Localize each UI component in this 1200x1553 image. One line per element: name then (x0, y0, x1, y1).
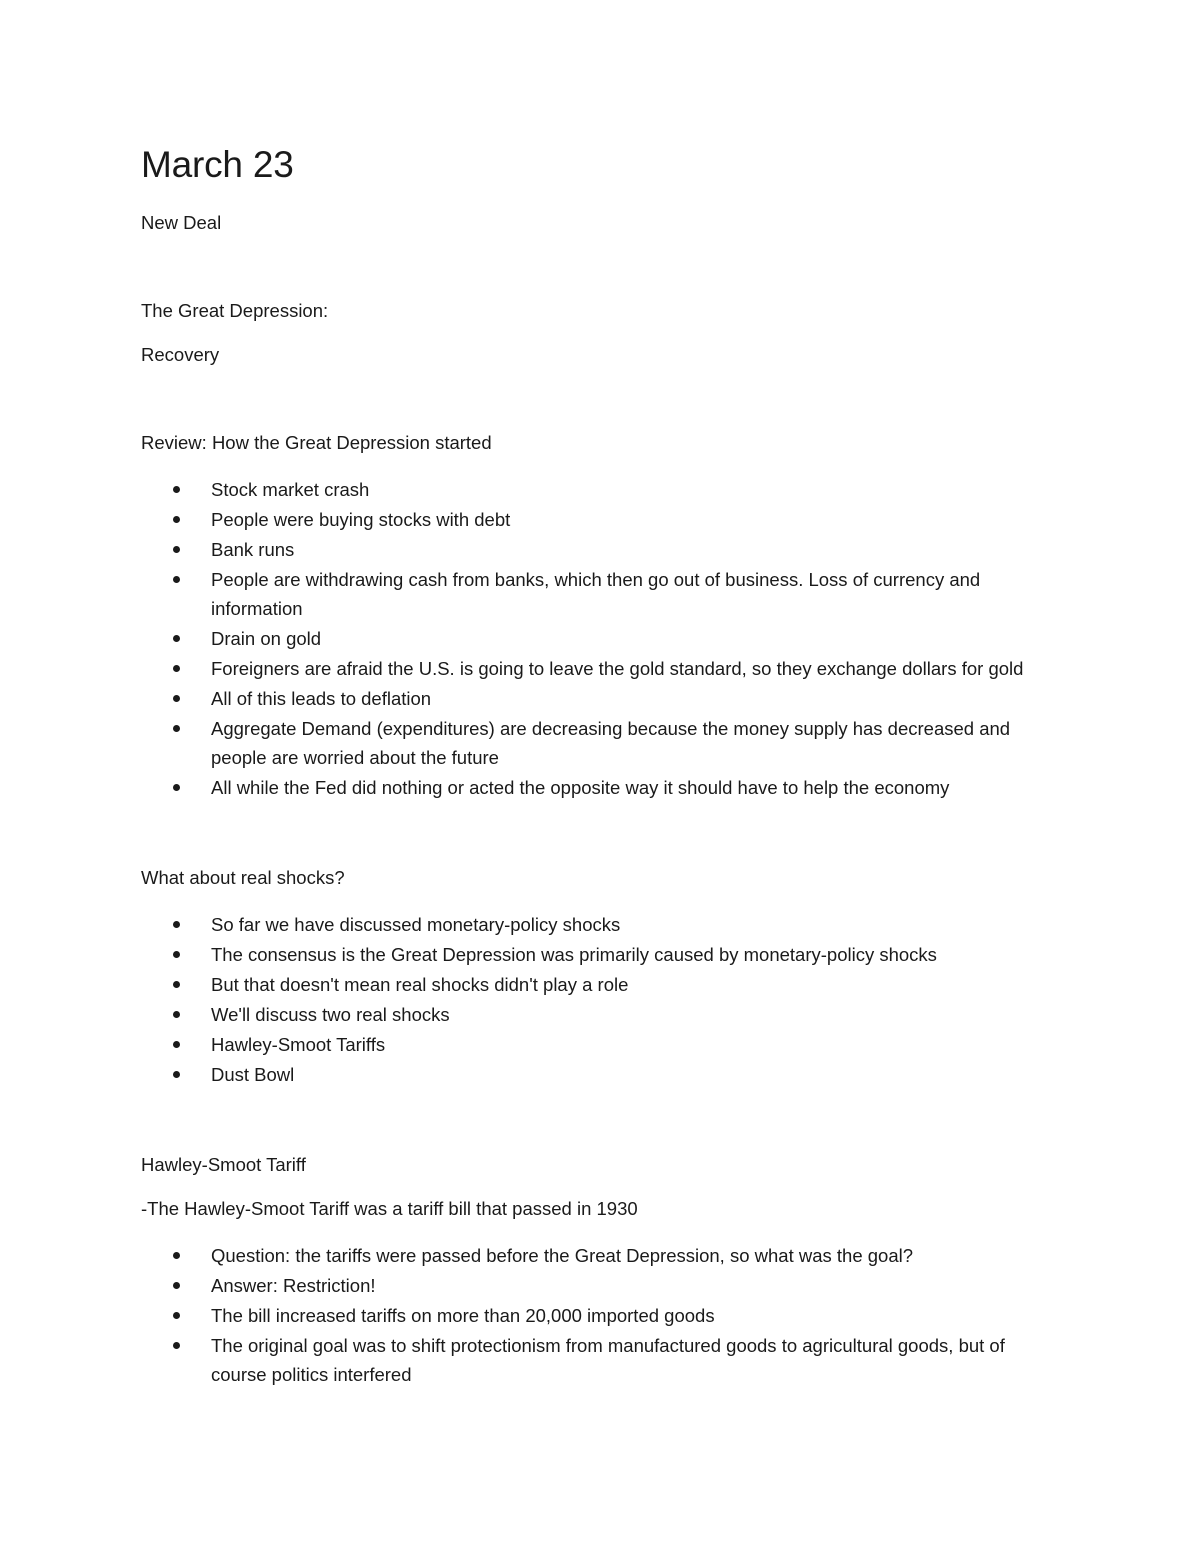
list-item-text: But that doesn't mean real shocks didn't play a role (211, 974, 629, 995)
bullet-icon (173, 725, 180, 732)
list-item (141, 773, 1061, 802)
list-item-text: Answer: Restriction! (211, 1275, 376, 1296)
document-subtitle: New Deal (141, 212, 222, 233)
list-item-text: Question: the tariffs were passed before the Great Depression, so what was the goal? (211, 1245, 914, 1266)
list-item-text: Foreigners are afraid the U.S. is going to leave the gold standard, so they exchange dollars for gold (211, 658, 1024, 679)
list-item-text: Hawley-Smoot Tariffs (211, 1034, 386, 1055)
list-item (141, 1301, 1061, 1330)
list-item (141, 1030, 1061, 1059)
list-item (141, 1241, 1061, 1270)
heading-review: Review: How the Great Depression started (141, 432, 492, 453)
heading-tariff: Hawley-Smoot Tariff (141, 1154, 306, 1175)
bullet-icon (173, 951, 180, 958)
bullet-icon (173, 1041, 180, 1048)
real-shocks-list (141, 910, 1061, 1089)
bullet-icon (173, 516, 180, 523)
list-item (141, 535, 1061, 564)
bullet-icon (173, 1071, 180, 1078)
bullet-icon (173, 1011, 180, 1018)
bullet-icon (173, 784, 180, 791)
bullet-icon (173, 921, 180, 928)
list-item (141, 1000, 1061, 1029)
document-content (141, 140, 1061, 1390)
list-item-text: The original goal was to shift protectionism from manufactured goods to agricultural goods, but of course politics interfered (211, 1335, 1005, 1385)
heading-great-depression: The Great Depression: (141, 300, 329, 321)
list-item-text: So far we have discussed monetary-policy shocks (211, 914, 621, 935)
list-item (141, 565, 1061, 623)
list-item (141, 684, 1061, 713)
tariff-list (141, 1241, 1061, 1389)
bullet-icon (173, 1342, 180, 1349)
list-item-text: We'll discuss two real shocks (211, 1004, 450, 1025)
tariff-intro: -The Hawley-Smoot Tariff was a tariff bill that passed in 1930 (141, 1198, 638, 1219)
bullet-icon (173, 486, 180, 493)
bullet-icon (173, 981, 180, 988)
list-item-text: Bank runs (211, 539, 295, 560)
list-item (141, 475, 1061, 504)
bullet-icon (173, 665, 180, 672)
list-item (141, 970, 1061, 999)
list-item-text: People were buying stocks with debt (211, 509, 511, 530)
bullet-icon (173, 1312, 180, 1319)
list-item (141, 624, 1061, 653)
list-item-text: Dust Bowl (211, 1064, 295, 1085)
list-item (141, 1331, 1061, 1389)
bullet-icon (173, 635, 180, 642)
list-item (141, 714, 1061, 772)
list-item-text: Stock market crash (211, 479, 370, 500)
list-item (141, 940, 1061, 969)
bullet-icon (173, 695, 180, 702)
list-item (141, 1271, 1061, 1300)
review-list (141, 475, 1061, 802)
list-item-text: Drain on gold (211, 628, 322, 649)
list-item-text: The bill increased tariffs on more than 20,000 imported goods (211, 1305, 715, 1326)
bullet-icon (173, 1282, 180, 1289)
list-item-text: People are withdrawing cash from banks, which then go out of business. Loss of currency and information (211, 569, 981, 619)
bullet-icon (173, 1252, 180, 1259)
document-title: March 23 (141, 144, 294, 185)
list-item (141, 910, 1061, 939)
list-item-text: Aggregate Demand (expenditures) are decreasing because the money supply has decreased and people are worried about the future (211, 718, 1011, 768)
list-item (141, 505, 1061, 534)
list-item-text: All while the Fed did nothing or acted the opposite way it should have to help the economy (211, 777, 950, 798)
list-item (141, 654, 1061, 683)
heading-real-shocks: What about real shocks? (141, 867, 345, 888)
list-item-text: All of this leads to deflation (211, 688, 432, 709)
heading-recovery: Recovery (141, 344, 220, 365)
list-item-text: The consensus is the Great Depression was primarily caused by monetary-policy shocks (211, 944, 937, 965)
bullet-icon (173, 576, 180, 583)
bullet-icon (173, 546, 180, 553)
list-item (141, 1060, 1061, 1089)
